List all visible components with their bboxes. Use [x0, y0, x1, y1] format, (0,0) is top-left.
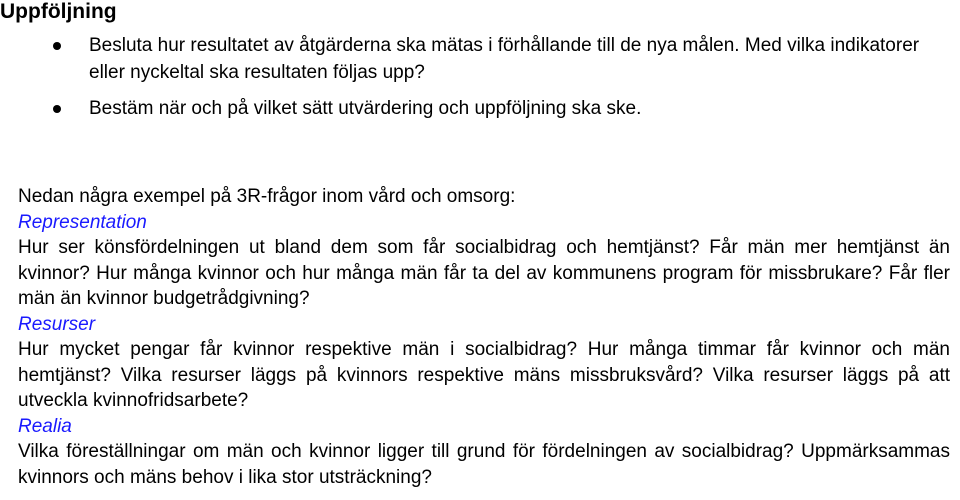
- bullet-icon: [53, 105, 61, 113]
- list-item: [0, 32, 949, 86]
- bullet-icon: [53, 42, 61, 50]
- bullet-text: Bestäm när och på vilket sätt utvärdering och uppföljning ska ske.: [89, 98, 642, 119]
- bullet-text: Besluta hur resultatet av åtgärderna ska mätas i förhållande till de nya målen. Med vilka indikatorer eller nyckeltal ska resultaten följas upp?: [89, 35, 920, 83]
- intro-text: Nedan några exempel på 3R-frågor inom vård och omsorg:: [18, 186, 516, 207]
- page-title: Uppföljning: [0, 0, 117, 23]
- section-label-realia: Realia: [18, 415, 72, 437]
- section-text-realia: Vilka föreställningar om män och kvinnor ligger till grund för fördelningen av socialbidrag? Uppmärksammas kvinnors och mäns behov i lika stor utsträckning?: [18, 441, 950, 488]
- bullet-list: [0, 32, 960, 131]
- section-label-representation: Representation: [18, 211, 147, 233]
- section-label-resurser: Resurser: [18, 313, 96, 335]
- section-text-resurser: Hur mycket pengar får kvinnor respektive män i socialbidrag? Hur många timmar får kvinnor och män hemtjänst? Vilka resurser läggs på kvinnors respektive mäns missbruksvård? Vilka resurser läggs på att utveckla kvinnofridsarbete?: [18, 339, 950, 411]
- list-item: [0, 95, 949, 122]
- examples-section: [18, 184, 950, 490]
- section-text-representation: Hur ser könsfördelningen ut bland dem som får socialbidrag och hemtjänst? Får män mer hemtjänst än kvinnor? Hur många kvinnor och hur många män får ta del av kommunens program för missbrukare? Får fler män än kvinnor budgetrådgivning?: [18, 237, 950, 309]
